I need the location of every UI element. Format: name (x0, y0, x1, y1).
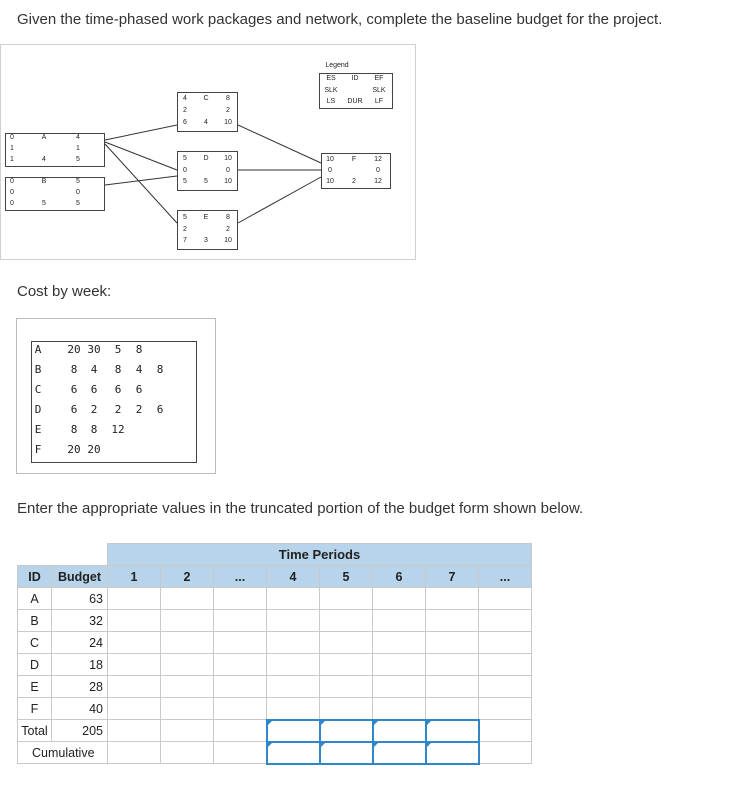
node-a-dur: 4 (42, 156, 46, 163)
node-d-ef: 10 (224, 155, 232, 162)
col-period-6: 6 (373, 566, 426, 588)
period-cell (373, 698, 426, 720)
node-d-dur: 5 (204, 178, 208, 185)
row-budget: 28 (52, 676, 108, 698)
cumulative-input-period-6[interactable] (373, 742, 426, 764)
period-cell (320, 632, 373, 654)
cost-value: 8 (156, 363, 164, 376)
period-cell (161, 676, 214, 698)
col-period-7: 7 (426, 566, 479, 588)
node-b-es: 0 (10, 178, 14, 185)
period-cell (267, 698, 320, 720)
node-b-dur: 5 (42, 200, 46, 207)
node-e-slk1: 2 (183, 226, 187, 233)
period-cell (479, 676, 532, 698)
node-f-id: F (351, 156, 357, 163)
period-cell (267, 632, 320, 654)
period-cell (214, 632, 267, 654)
node-b-ef: 5 (76, 178, 80, 185)
cost-value: 4 (90, 363, 98, 376)
period-cell (373, 654, 426, 676)
cost-table (34, 343, 207, 463)
node-b (5, 177, 105, 211)
node-c-slk2: 2 (226, 107, 230, 114)
period-cell (479, 654, 532, 676)
period-cell (214, 698, 267, 720)
cost-value: 6 (114, 383, 122, 396)
period-cell (479, 610, 532, 632)
cost-value: 2 (114, 403, 122, 416)
row-id: B (18, 610, 52, 632)
node-b-id: B (41, 178, 47, 185)
node-d-slk1: 0 (183, 167, 187, 174)
node-f-es: 10 (326, 156, 334, 163)
row-id: A (18, 588, 52, 610)
period-cell (320, 588, 373, 610)
legend-ls: LS (326, 98, 336, 105)
col-period-1: 1 (108, 566, 161, 588)
cost-row-id: E (34, 423, 42, 436)
network-diagram (0, 44, 416, 260)
node-d-es: 5 (183, 155, 187, 162)
total-row (18, 720, 532, 742)
period-cell (214, 610, 267, 632)
cost-value: 8 (135, 343, 143, 356)
cost-value: 20 (67, 443, 81, 456)
period-cell (108, 698, 161, 720)
cost-value: 5 (114, 343, 122, 356)
node-a-id: A (41, 134, 47, 141)
col-id: ID (18, 566, 52, 588)
cost-value: 20 (67, 343, 81, 356)
period-cell (108, 654, 161, 676)
period-cell (320, 676, 373, 698)
node-f-ls: 10 (326, 178, 334, 185)
period-cell (373, 610, 426, 632)
col-period-4: 4 (267, 566, 320, 588)
budget-row-d (18, 654, 532, 676)
row-id: C (18, 632, 52, 654)
row-budget: 40 (52, 698, 108, 720)
cumulative-label: Cumulative (18, 742, 108, 764)
cost-label: Cost by week: (17, 283, 112, 300)
node-a-slk2: 1 (76, 145, 80, 152)
node-f-ef: 12 (374, 156, 382, 163)
node-d-lf: 10 (224, 178, 232, 185)
total-value: 205 (52, 720, 108, 742)
node-c-id: C (203, 95, 209, 102)
period-cell (161, 632, 214, 654)
node-e-ef: 8 (226, 214, 230, 221)
budget-table (17, 543, 532, 765)
cost-value: 6 (156, 403, 164, 416)
period-cell (108, 610, 161, 632)
period-cell (426, 610, 479, 632)
legend-lf: LF (374, 98, 384, 105)
cumulative-row (18, 742, 532, 764)
node-a-lf: 5 (76, 156, 80, 163)
cost-row-id: A (34, 343, 42, 356)
period-cell (161, 588, 214, 610)
node-c-lf: 10 (224, 119, 232, 126)
col-period-2: 2 (161, 566, 214, 588)
period-cell (426, 698, 479, 720)
node-d-slk2: 0 (226, 167, 230, 174)
period-cell (426, 654, 479, 676)
period-cell (214, 588, 267, 610)
cost-row-id: B (34, 363, 42, 376)
period-cell (267, 588, 320, 610)
period-cell (267, 654, 320, 676)
budget-header-row (18, 566, 532, 588)
cost-value: 12 (111, 423, 125, 436)
period-cell (426, 632, 479, 654)
period-cell (108, 632, 161, 654)
period-cell (426, 676, 479, 698)
total-input-period-6[interactable] (373, 720, 426, 742)
row-budget: 18 (52, 654, 108, 676)
cost-value: 8 (114, 363, 122, 376)
node-a-slk1: 1 (10, 145, 14, 152)
cumulative-input-period-7[interactable] (426, 742, 479, 764)
node-e-dur: 3 (204, 237, 208, 244)
cost-row-id: D (34, 403, 42, 416)
cost-row-id: F (34, 443, 42, 456)
cost-value: 30 (87, 343, 101, 356)
node-a-es: 0 (10, 134, 14, 141)
budget-row-f (18, 698, 532, 720)
time-periods-header: Time Periods (108, 544, 532, 566)
cost-value: 4 (135, 363, 143, 376)
col-budget: Budget (52, 566, 108, 588)
node-e-id: E (203, 214, 209, 221)
col-ellipsis-1: ... (214, 566, 267, 588)
legend-dur: DUR (347, 98, 363, 105)
node-b-lf: 5 (76, 200, 80, 207)
cost-value: 6 (70, 383, 78, 396)
period-cell (214, 654, 267, 676)
cost-by-week-figure (16, 318, 216, 474)
node-d-id: D (203, 155, 209, 162)
period-cell (214, 676, 267, 698)
node-c-dur: 4 (204, 119, 208, 126)
node-a-ls: 1 (10, 156, 14, 163)
cost-value: 6 (135, 383, 143, 396)
node-b-slk1: 0 (10, 189, 14, 196)
node-e-es: 5 (183, 214, 187, 221)
period-cell (267, 610, 320, 632)
node-f-dur: 2 (352, 178, 356, 185)
legend-title: Legend (325, 62, 349, 69)
node-d-ls: 5 (183, 178, 187, 185)
period-cell (108, 676, 161, 698)
col-ellipsis-2: ... (479, 566, 532, 588)
node-c-ef: 8 (226, 95, 230, 102)
period-cell (479, 698, 532, 720)
period-cell (320, 698, 373, 720)
node-b-slk2: 0 (76, 189, 80, 196)
cumulative-input-period-5[interactable] (320, 742, 373, 764)
period-cell (373, 632, 426, 654)
period-cell (320, 654, 373, 676)
node-e-lf: 10 (224, 237, 232, 244)
cost-row-id: C (34, 383, 42, 396)
node-e-slk2: 2 (226, 226, 230, 233)
cost-value: 8 (90, 423, 98, 436)
row-id: E (18, 676, 52, 698)
period-cell (320, 610, 373, 632)
period-cell (161, 698, 214, 720)
period-cell (373, 676, 426, 698)
row-id: F (18, 698, 52, 720)
budget-row-b (18, 610, 532, 632)
period-cell (108, 588, 161, 610)
period-cell (161, 610, 214, 632)
node-a (5, 133, 105, 167)
period-cell (161, 654, 214, 676)
node-f-slk2: 0 (376, 167, 380, 174)
cost-value: 2 (90, 403, 98, 416)
instruction-mid: Enter the appropriate values in the truncated portion of the budget form shown below. (17, 500, 584, 517)
legend-ef: EF (374, 75, 384, 82)
node-c-es: 4 (183, 95, 187, 102)
cumulative-input-period-4[interactable] (267, 742, 320, 764)
cost-value: 8 (70, 423, 78, 436)
node-c-ls: 6 (183, 119, 187, 126)
budget-row-c (18, 632, 532, 654)
period-cell (426, 588, 479, 610)
total-label: Total (18, 720, 52, 742)
legend-id: ID (351, 75, 359, 82)
cost-value: 8 (70, 363, 78, 376)
budget-row-a (18, 588, 532, 610)
node-a-ef: 4 (76, 134, 80, 141)
node-b-ls: 0 (10, 200, 14, 207)
cost-value: 2 (135, 403, 143, 416)
row-budget: 32 (52, 610, 108, 632)
legend-es: ES (326, 75, 336, 82)
total-input-period-7[interactable] (426, 720, 479, 742)
cost-value: 6 (70, 403, 78, 416)
node-f-slk1: 0 (328, 167, 332, 174)
legend-slk-right: SLK (372, 87, 386, 94)
total-input-period-4[interactable] (267, 720, 320, 742)
cost-value: 20 (87, 443, 101, 456)
legend-slk-left: SLK (324, 87, 338, 94)
row-id: D (18, 654, 52, 676)
period-cell (479, 632, 532, 654)
total-input-period-5[interactable] (320, 720, 373, 742)
period-cell (373, 588, 426, 610)
cost-value: 6 (90, 383, 98, 396)
period-cell (479, 588, 532, 610)
instruction-top: Given the time-phased work packages and network, complete the baseline budget for the project. (17, 11, 663, 28)
period-cell (267, 676, 320, 698)
col-period-5: 5 (320, 566, 373, 588)
node-f-lf: 12 (374, 178, 382, 185)
budget-row-e (18, 676, 532, 698)
node-e-ls: 7 (183, 237, 187, 244)
node-c-slk1: 2 (183, 107, 187, 114)
row-budget: 63 (52, 588, 108, 610)
row-budget: 24 (52, 632, 108, 654)
